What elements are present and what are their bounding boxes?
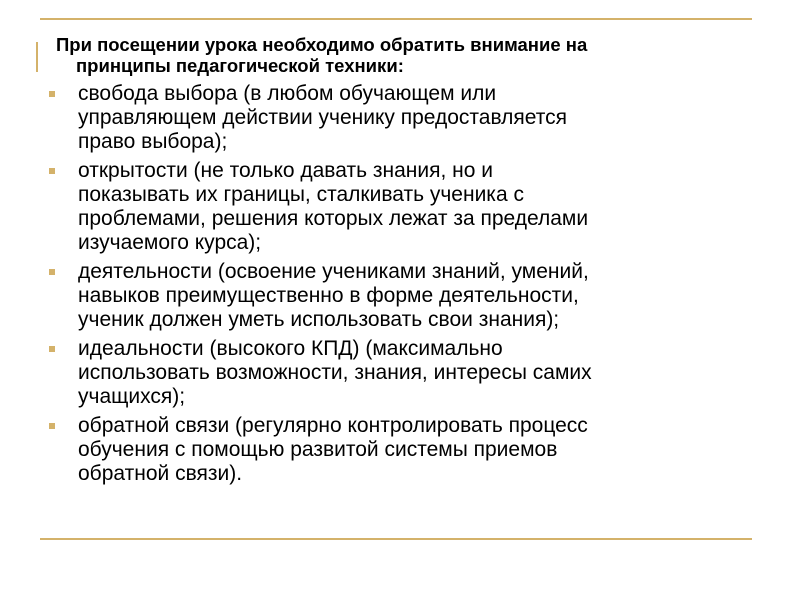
list-item-line: показывать их границы, сталкивать ученика с — [78, 183, 524, 206]
list-item-line: изучаемого курса); — [78, 231, 262, 254]
heading-line: При посещении урока необходимо обратить внимание на — [56, 34, 588, 55]
square-bullet-icon — [49, 269, 55, 275]
list-item-line: идеальности (высокого КПД) (максимально — [78, 337, 503, 360]
list-item-line: навыков преимущественно в форме деятельности, — [78, 284, 579, 307]
list-item — [44, 260, 744, 332]
list-item-line: право выбора); — [78, 130, 228, 153]
list-item-line: управляющем действии ученику предоставляется — [78, 106, 568, 129]
list-item-line: деятельности (освоение учениками знаний, умений, — [78, 260, 589, 283]
heading-line: принципы педагогической техники: — [76, 55, 404, 76]
square-bullet-icon — [49, 423, 55, 429]
bottom-divider — [40, 538, 752, 540]
list-item-line: ученик должен уметь использовать свои знания); — [78, 308, 560, 331]
list-item-line: проблемами, решения которых лежат за пределами — [78, 207, 589, 230]
list-item-line: открытости (не только давать знания, но и — [78, 159, 493, 182]
list-item-line: свобода выбора (в любом обучающем или — [78, 82, 497, 105]
list-item — [44, 82, 744, 154]
list-item-line: обратной связи). — [78, 462, 243, 485]
top-divider — [40, 18, 752, 20]
square-bullet-icon — [49, 91, 55, 97]
left-accent-bar — [36, 42, 38, 72]
list-item-line: учащихся); — [78, 385, 186, 408]
slide-heading — [44, 34, 744, 76]
list-item — [44, 159, 744, 255]
principles-list — [44, 82, 744, 486]
square-bullet-icon — [49, 168, 55, 174]
list-item-line: использовать возможности, знания, интересы самих — [78, 361, 592, 384]
list-item-line: обучения с помощью развитой системы приемов — [78, 438, 558, 461]
list-item — [44, 414, 744, 486]
slide-content — [44, 34, 744, 491]
list-item — [44, 337, 744, 409]
list-item-line: обратной связи (регулярно контролировать процесс — [78, 414, 588, 437]
square-bullet-icon — [49, 346, 55, 352]
